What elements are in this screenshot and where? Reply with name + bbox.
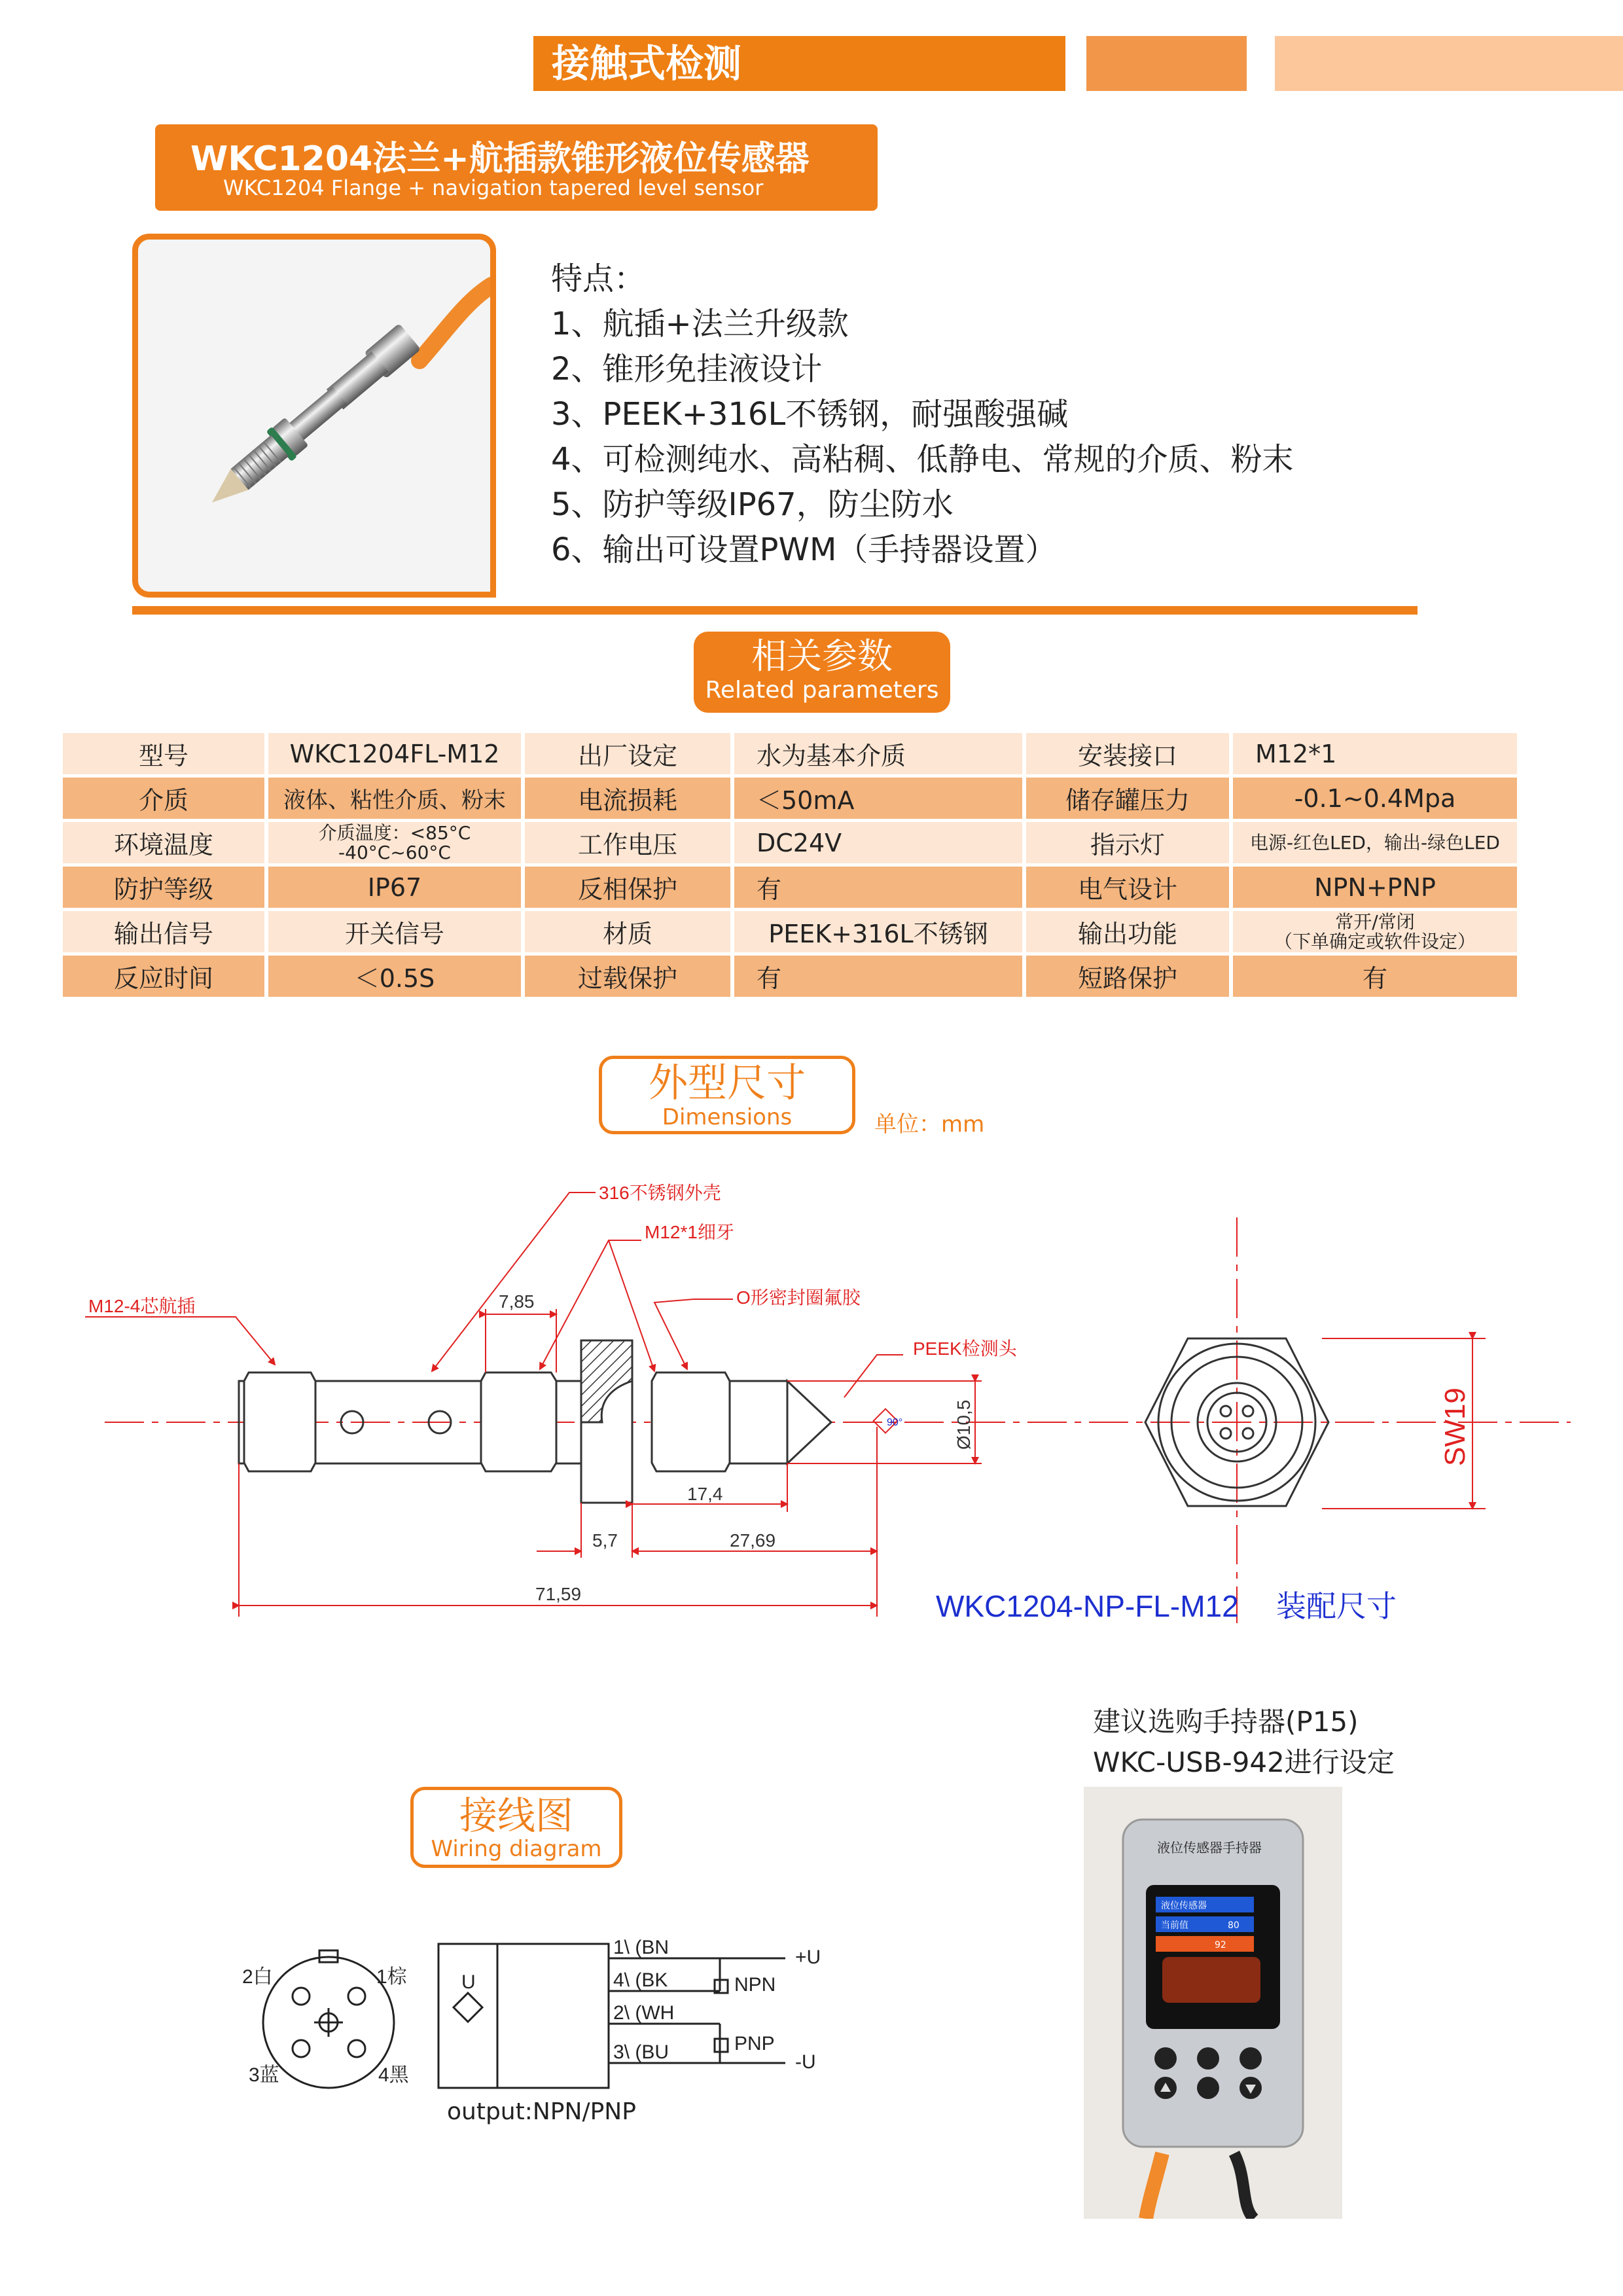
param-value: 有 xyxy=(734,956,1022,997)
pin-3-label: 3蓝 xyxy=(249,2064,279,2086)
wiring-section-title xyxy=(410,1787,622,1868)
feature-item: 6、输出可设置PWM（手持器设置） xyxy=(551,531,1057,568)
param-key: 材质 xyxy=(525,911,730,952)
table-row xyxy=(63,733,1517,774)
npn-label: NPN xyxy=(734,1974,776,1996)
feature-item: 2、锥形免挂液设计 xyxy=(551,351,823,387)
handheld-device-illustration xyxy=(1084,1787,1342,2219)
param-key: 安装接口 xyxy=(1026,733,1229,774)
dimensions-title-cn: 外型尺寸 xyxy=(649,1060,806,1106)
wire-label: 2\ (WH xyxy=(613,2002,675,2024)
features-heading: 特点： xyxy=(551,260,646,297)
param-key: 出厂设定 xyxy=(525,733,730,774)
label-peek: PEEK检测头 xyxy=(913,1338,1017,1359)
param-value: IP67 xyxy=(268,867,521,908)
wiring-diagram xyxy=(223,1918,877,2114)
dim-angle: 90° xyxy=(887,1417,903,1428)
sensor-photo-illustration xyxy=(138,240,491,593)
drawing-caption-text: 装配尺寸 xyxy=(1276,1589,1397,1623)
param-key: 电气设计 xyxy=(1026,867,1229,908)
param-value xyxy=(268,822,521,863)
pnp-label: PNP xyxy=(734,2033,775,2054)
feature-item: 4、可检测纯水、高粘稠、低静电、常规的介质、粉末 xyxy=(551,441,1294,478)
param-key: 反应时间 xyxy=(63,956,264,997)
dimensions-title-en: Dimensions xyxy=(662,1104,793,1130)
section-header-title: 接触式检测 xyxy=(533,36,1065,91)
param-value: 开关信号 xyxy=(268,911,521,952)
product-title-en: WKC1204 Flange + navigation tapered level sensor xyxy=(223,175,764,200)
suggestion-line-2: WKC-USB-942进行设定 xyxy=(1093,1746,1395,1778)
param-key: 防护等级 xyxy=(63,867,264,908)
dim-785: 7,85 xyxy=(499,1291,535,1312)
param-key: 过载保护 xyxy=(525,956,730,997)
param-value-line: 常开/常闭 xyxy=(1335,910,1415,933)
label-oring: O形密封圈氟胶 xyxy=(736,1287,861,1308)
handheld-row1-label: 当前值 xyxy=(1161,1920,1188,1931)
dimension-drawing xyxy=(0,1165,1623,1649)
header-accent-bar-light xyxy=(1275,36,1623,91)
handheld-photo xyxy=(1084,1787,1342,2219)
handheld-suggestion xyxy=(1093,1702,1395,1783)
param-value: 液体、粘性介质、粉末 xyxy=(268,778,521,819)
param-value-line: （下单确定或软件设定） xyxy=(1274,930,1476,952)
param-value: WKC1204FL-M12 xyxy=(268,733,521,774)
params-section-title xyxy=(694,632,950,713)
table-row xyxy=(63,867,1517,908)
param-key: 指示灯 xyxy=(1026,822,1229,863)
dim-sw19: SW19 xyxy=(1439,1388,1471,1466)
param-key: 反相保护 xyxy=(525,867,730,908)
param-value: PEEK+316L不锈钢 xyxy=(734,911,1022,952)
wiring-title-en: Wiring diagram xyxy=(431,1836,602,1862)
handheld-row1-value: 80 xyxy=(1228,1920,1240,1931)
param-key: 工作电压 xyxy=(525,822,730,863)
dim-7159: 71,59 xyxy=(535,1584,582,1604)
product-title-cn: WKC1204法兰+航插款锥形液位传感器 xyxy=(190,139,810,179)
drawing-caption-model: WKC1204-NP-FL-M12 xyxy=(936,1589,1239,1623)
table-row xyxy=(63,956,1517,997)
table-row xyxy=(63,911,1517,952)
param-key: 环境温度 xyxy=(63,822,264,863)
param-key: 电流损耗 xyxy=(525,778,730,819)
param-value: 电源-红色LED，输出-绿色LED xyxy=(1233,822,1517,863)
feature-item: 3、PEEK+316L不锈钢，耐强酸强碱 xyxy=(551,396,1069,433)
dim-57: 5,7 xyxy=(592,1530,618,1551)
table-row xyxy=(63,778,1517,819)
param-value: 有 xyxy=(734,867,1022,908)
feature-item: 5、防护等级IP67，防尘防水 xyxy=(551,486,954,523)
label-thread: M12*1细牙 xyxy=(645,1222,734,1242)
param-value: ＜0.5S xyxy=(268,956,521,997)
param-value: 有 xyxy=(1233,956,1517,997)
dim-diameter: Ø10,5 xyxy=(954,1399,974,1450)
param-key: 储存罐压力 xyxy=(1026,778,1229,819)
param-value: ＜50mA xyxy=(734,778,1022,819)
wiring-title-cn: 接线图 xyxy=(459,1793,573,1838)
wire-label: 4\ (BK xyxy=(613,1969,668,1991)
params-table xyxy=(59,730,1521,1000)
param-value-line: 介质温度：<85°C xyxy=(318,821,471,844)
param-key: 短路保护 xyxy=(1026,956,1229,997)
pin-1-label: 1棕 xyxy=(376,1966,407,1988)
param-value: 水为基本介质 xyxy=(734,733,1022,774)
param-key: 介质 xyxy=(63,778,264,819)
wire-label: 1\ (BN xyxy=(613,1937,669,1958)
param-value: DC24V xyxy=(734,822,1022,863)
param-value: M12*1 xyxy=(1233,733,1517,774)
dim-174: 17,4 xyxy=(687,1484,723,1504)
param-value xyxy=(1233,911,1517,952)
params-title-cn: 相关参数 xyxy=(751,636,893,677)
param-value: NPN+PNP xyxy=(1233,867,1517,908)
header-accent-bar xyxy=(1086,36,1247,91)
dimensions-section-title xyxy=(599,1056,855,1134)
wire-label: 3\ (BU xyxy=(613,2041,669,2063)
wiring-output-label: output:NPN/PNP xyxy=(447,2098,636,2125)
divider xyxy=(132,606,1418,615)
pin-4-label: 4黑 xyxy=(378,2064,409,2086)
dim-2769: 27,69 xyxy=(730,1530,776,1551)
sensor-box-label: U xyxy=(461,1971,476,1993)
unit-label: 单位：mm xyxy=(874,1111,985,1138)
plus-u-label: +U xyxy=(795,1946,821,1968)
label-connector: M12-4芯航插 xyxy=(88,1296,196,1316)
param-value-line: -40°C~60°C xyxy=(338,841,451,863)
feature-item: 1、航插+法兰升级款 xyxy=(551,306,849,342)
handheld-title: 液位传感器手持器 xyxy=(1157,1840,1262,1856)
params-title-en: Related parameters xyxy=(705,677,939,704)
product-photo xyxy=(132,234,496,598)
features-list xyxy=(551,257,1294,573)
suggestion-line-1: 建议选购手持器(P15) xyxy=(1093,1706,1359,1738)
param-value: -0.1~0.4Mpa xyxy=(1233,778,1517,819)
pin-2-label: 2白 xyxy=(242,1966,273,1988)
product-title-banner xyxy=(155,124,878,211)
minus-u-label: -U xyxy=(795,2051,816,2073)
param-key: 输出信号 xyxy=(63,911,264,952)
table-row xyxy=(63,822,1517,863)
label-shell: 316不锈钢外壳 xyxy=(599,1183,721,1203)
param-key: 型号 xyxy=(63,733,264,774)
param-key: 输出功能 xyxy=(1026,911,1229,952)
handheld-row2-value: 92 xyxy=(1215,1940,1226,1950)
handheld-screen-title: 液位传感器 xyxy=(1161,1901,1207,1911)
